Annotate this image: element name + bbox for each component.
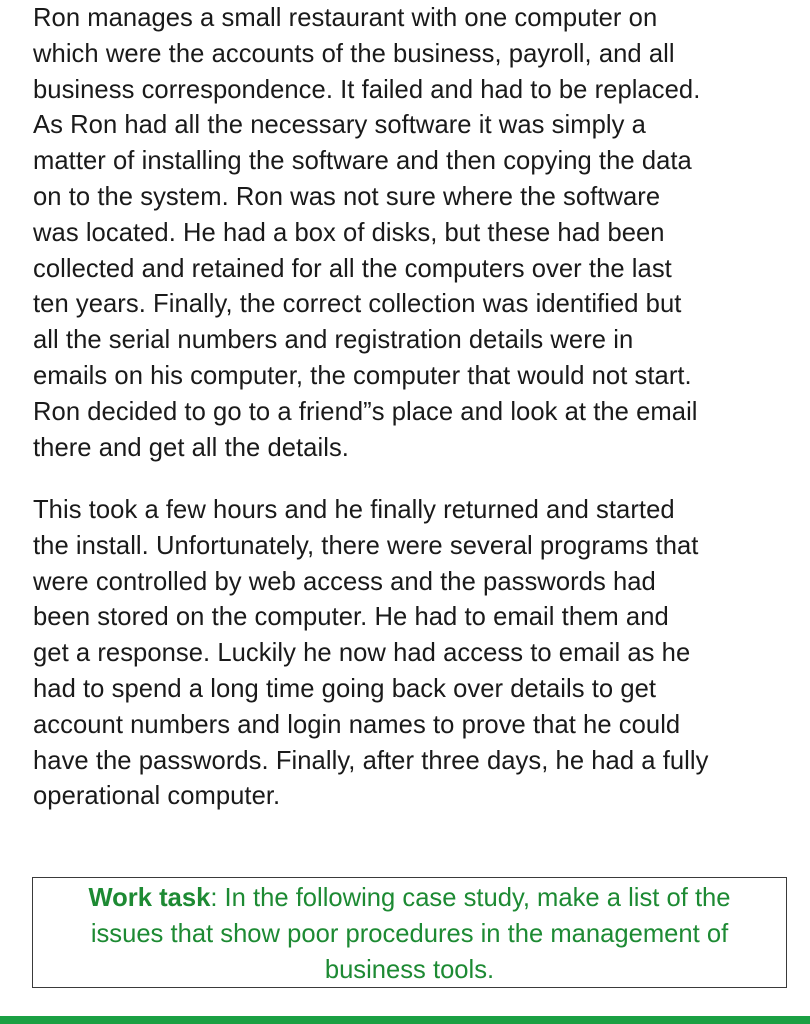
case-study-paragraph-2: [33, 493, 793, 815]
bottom-accent-bar: [0, 1016, 810, 1024]
paragraph-line: have the passwords. Finally, after three days, he had a fully: [33, 746, 709, 775]
work-task-label: Work task: [88, 884, 211, 912]
work-task-box: [32, 877, 787, 988]
paragraph-line: operational computer.: [33, 782, 281, 811]
paragraph-line: ten years. Finally, the correct collection was identified but: [33, 290, 682, 319]
paragraph-line: collected and retained for all the computers over the last: [33, 254, 672, 283]
paragraph-line: get a response. Luckily he now had access to email as he: [33, 639, 691, 668]
paragraph-line: which were the accounts of the business, payroll, and all: [33, 39, 675, 68]
work-task-separator: :: [210, 884, 225, 912]
paragraph-line: all the serial numbers and registration details were in: [33, 326, 634, 355]
paragraph-line: account numbers and login names to prove that he could: [33, 710, 681, 739]
work-task-line-2: issues that show poor procedures in the management of: [90, 919, 729, 948]
paragraph-line: emails on his computer, the computer that would not start.: [33, 361, 692, 390]
paragraph-line: Ron manages a small restaurant with one computer on: [33, 4, 658, 32]
paragraph-line: had to spend a long time going back over details to get: [33, 674, 657, 703]
paragraph-line: business correspondence. It failed and had to be replaced.: [33, 75, 701, 104]
work-task-line-3: business tools.: [324, 955, 495, 984]
paragraph-line: was located. He had a box of disks, but these had been: [33, 218, 665, 247]
paragraph-line: the install. Unfortunately, there were several programs that: [33, 531, 699, 560]
case-study-paragraph-1: [33, 1, 793, 466]
paragraph-line: there and get all the details.: [33, 433, 349, 462]
paragraph-line: As Ron had all the necessary software it was simply a: [33, 111, 646, 140]
paragraph-line: This took a few hours and he finally returned and started: [33, 496, 675, 524]
work-task-line-1: [33, 881, 786, 917]
paragraph-line: been stored on the computer. He had to email them and: [33, 603, 669, 632]
paragraph-line: on to the system. Ron was not sure where the software: [33, 182, 661, 211]
paragraph-line: Ron decided to go to a friend”s place and look at the email: [33, 397, 698, 426]
paragraph-line: were controlled by web access and the passwords had: [33, 567, 656, 596]
paragraph-line: matter of installing the software and then copying the data: [33, 147, 692, 176]
work-task-text: In the following case study, make a list of the: [224, 884, 731, 912]
